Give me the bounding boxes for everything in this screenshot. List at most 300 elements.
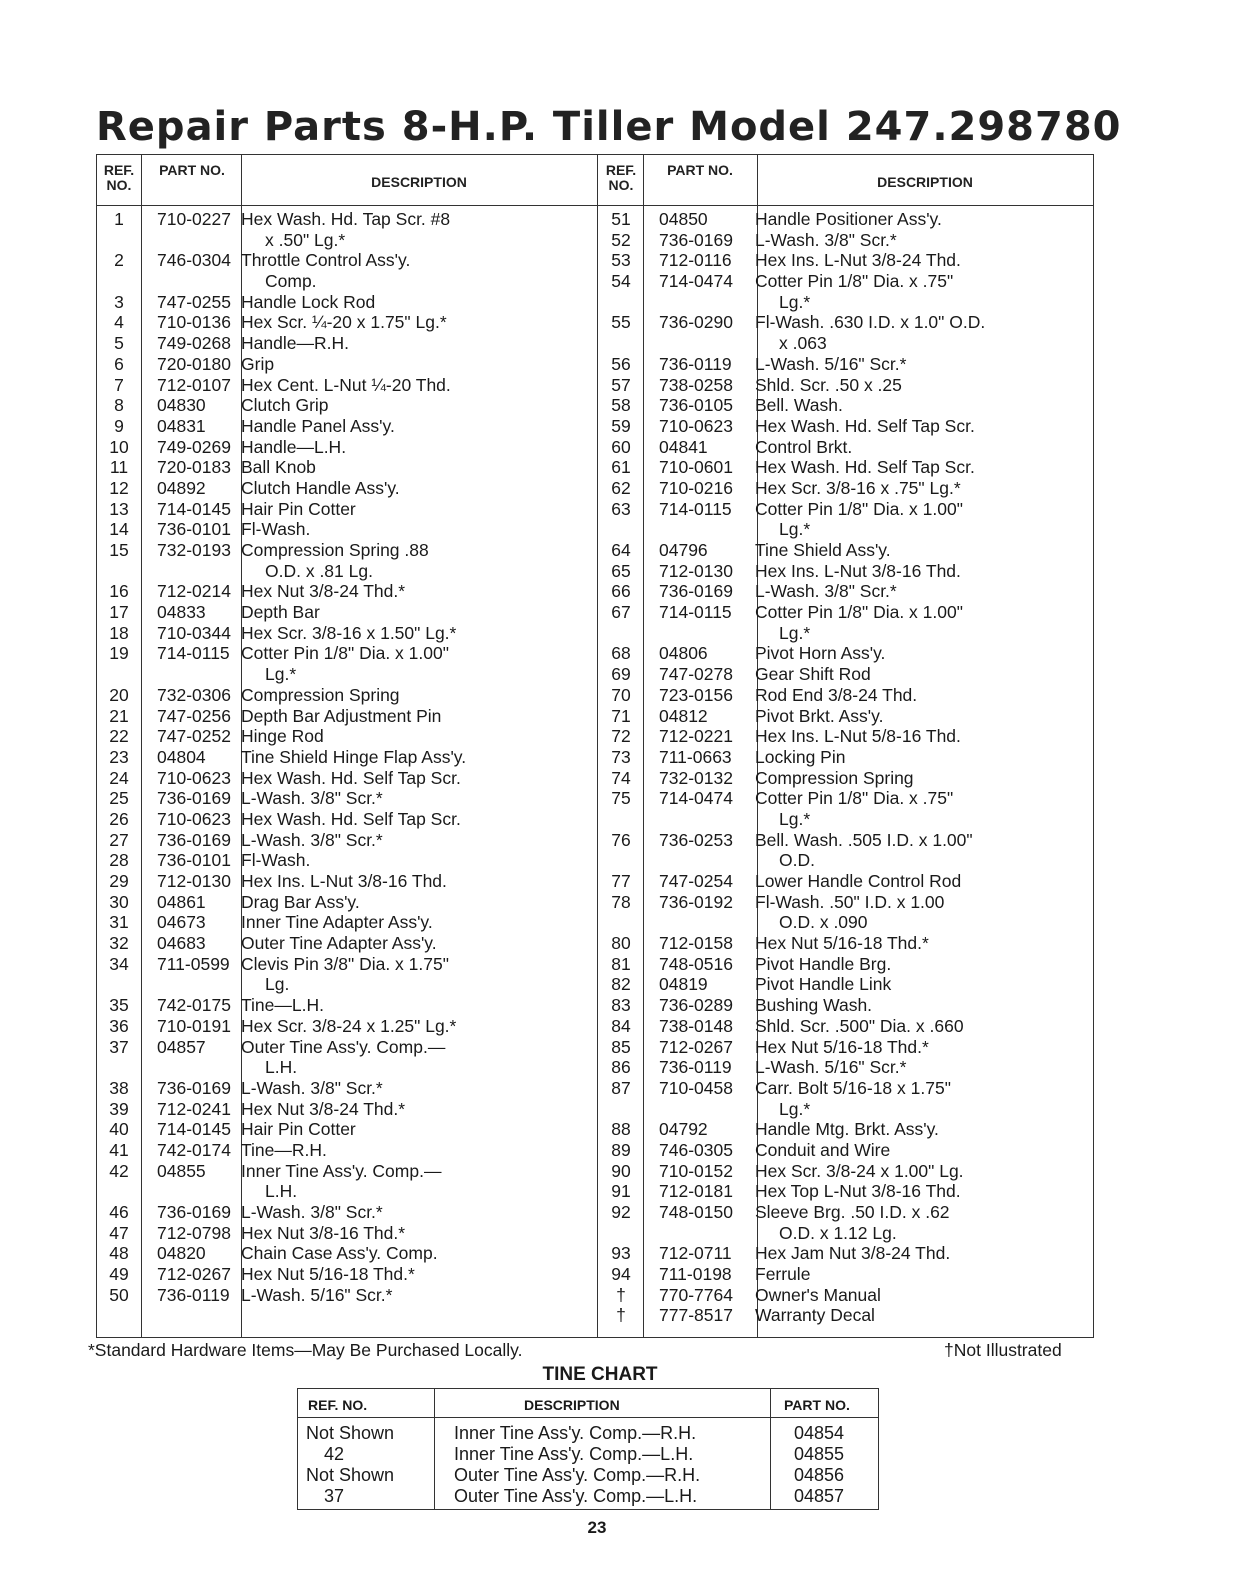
ref-no: 72 — [611, 726, 631, 747]
description: Ferrule — [755, 1264, 811, 1285]
table-row — [97, 1223, 466, 1244]
description: Inner Tine Adapter Ass'y. — [241, 912, 433, 933]
ref-no: 42 — [109, 1160, 129, 1181]
table-row — [599, 1243, 985, 1264]
ref-no: 70 — [611, 684, 631, 705]
table-row — [599, 1181, 985, 1202]
part-no: 710-0623 — [659, 415, 733, 436]
ref-no: 24 — [109, 767, 129, 788]
description: Sleeve Brg. .50 I.D. x .62 — [755, 1202, 950, 1222]
part-no: 712-0214 — [157, 581, 231, 602]
table-row — [97, 209, 466, 230]
part-no: 736-0119 — [157, 1284, 230, 1305]
description: Cotter Pin 1/8" Dia. x 1.00" — [755, 602, 963, 623]
ref-no: † — [616, 1305, 626, 1326]
description: Lg.* — [779, 291, 811, 312]
tine-chart-title: TINE CHART — [542, 1364, 658, 1385]
part-no: 712-0158 — [659, 933, 733, 954]
description: Hex Nut 5/16-18 Thd.* — [755, 1036, 929, 1057]
table-row — [599, 643, 985, 664]
part-no: 736-0169 — [157, 1202, 231, 1222]
part-no: 747-0278 — [659, 664, 733, 685]
tine-description: Outer Tine Ass'y. Comp.—R.H. — [454, 1465, 701, 1485]
part-no: 04804 — [157, 746, 206, 767]
description: Handle Positioner Ass'y. — [755, 209, 942, 229]
ref-no: 41 — [109, 1139, 129, 1160]
description: Grip — [241, 353, 275, 374]
description: Outer Tine Adapter Ass'y. — [241, 933, 437, 954]
table-row — [599, 685, 985, 706]
ref-no: 76 — [611, 829, 631, 850]
description: Outer Tine Ass'y. Comp.— — [241, 1036, 446, 1057]
page-number: 23 — [587, 1518, 607, 1537]
description: Warranty Decal — [755, 1305, 875, 1326]
table-row — [97, 457, 466, 478]
ref-no: 60 — [611, 436, 631, 457]
table-row — [97, 540, 466, 561]
table-row — [97, 499, 466, 520]
table-row — [599, 892, 985, 913]
description: Handle Mtg. Brkt. Ass'y. — [755, 1119, 939, 1140]
part-no: 723-0156 — [659, 684, 733, 705]
ref-no — [97, 974, 141, 995]
ref-no: 81 — [611, 953, 631, 974]
ref-no: 77 — [611, 871, 631, 891]
part-no — [643, 1099, 755, 1120]
description: L-Wash. 3/8" Scr.* — [241, 788, 383, 809]
description: Handle—R.H. — [241, 333, 349, 354]
ref-no: 67 — [611, 602, 631, 623]
description: Hex Nut 5/16-18 Thd.* — [241, 1264, 415, 1285]
part-no: 04792 — [659, 1119, 708, 1140]
ref-no — [599, 1099, 643, 1120]
part-no: 746-0304 — [157, 250, 231, 271]
part-no: 732-0193 — [157, 540, 231, 560]
tine-description: Outer Tine Ass'y. Comp.—L.H. — [454, 1486, 698, 1506]
ref-no: 11 — [109, 457, 129, 478]
part-no: 714-0115 — [659, 602, 732, 623]
ref-no: 69 — [611, 664, 631, 685]
table-row — [97, 478, 466, 499]
part-no — [141, 974, 241, 995]
part-no — [643, 333, 755, 354]
part-no: 710-0136 — [157, 312, 231, 333]
tine-description: Inner Tine Ass'y. Comp.—R.H. — [454, 1423, 697, 1443]
description: Pivot Brkt. Ass'y. — [755, 705, 884, 726]
ref-no: 35 — [109, 995, 129, 1016]
ref-no: 50 — [109, 1284, 129, 1305]
part-no: 736-0169 — [157, 1077, 231, 1098]
table-row — [97, 1099, 466, 1120]
table-row — [599, 664, 985, 685]
ref-no: 52 — [611, 229, 631, 250]
table-row — [97, 292, 466, 313]
ref-no: 57 — [611, 374, 631, 395]
description: Hex Top L-Nut 3/8-16 Thd. — [755, 1181, 961, 1202]
description: Chain Case Ass'y. Comp. — [241, 1243, 438, 1264]
part-no: 04841 — [659, 436, 708, 457]
part-no: 712-0711 — [659, 1243, 732, 1264]
table-row — [599, 416, 985, 437]
standard-hardware-note: *Standard Hardware Items—May Be Purchased Locally. — [88, 1340, 523, 1360]
ref-no — [599, 333, 643, 354]
description: L-Wash. 5/16" Scr.* — [755, 353, 907, 374]
description: Comp. — [265, 271, 317, 292]
ref-no: 46 — [109, 1202, 129, 1222]
ref-no: 40 — [109, 1119, 129, 1140]
part-no: 710-0623 — [157, 767, 231, 788]
table-row — [97, 871, 466, 892]
description: Pivot Handle Brg. — [755, 953, 892, 974]
ref-no: 8 — [114, 395, 124, 416]
part-no: 710-0623 — [157, 808, 231, 829]
table-row — [97, 1202, 466, 1223]
table-row — [599, 457, 985, 478]
not-illustrated-note: †Not Illustrated — [944, 1340, 1062, 1360]
description: Cotter Pin 1/8" Dia. x .75" — [755, 271, 954, 292]
description: O.D. x .090 — [779, 912, 868, 933]
description: Compression Spring .88 — [241, 540, 429, 560]
ref-no — [97, 664, 141, 685]
description: Cotter Pin 1/8" Dia. x 1.00" — [755, 498, 963, 519]
tine-header-desc: DESCRIPTION — [524, 1397, 620, 1413]
part-no: 04812 — [659, 705, 708, 726]
description: Owner's Manual — [755, 1284, 881, 1305]
parts-table — [96, 154, 1094, 1338]
description: Hinge Rod — [241, 726, 324, 747]
table-row — [599, 354, 985, 375]
ref-no: 48 — [109, 1243, 129, 1264]
ref-no — [599, 912, 643, 933]
part-no: 732-0132 — [659, 767, 733, 788]
description: O.D. x 1.12 Lg. — [779, 1222, 897, 1243]
ref-no — [97, 271, 141, 292]
ref-no: 83 — [611, 995, 631, 1016]
part-no — [141, 1057, 241, 1078]
table-row — [599, 830, 985, 851]
table-row — [599, 1099, 985, 1120]
ref-no — [97, 230, 141, 251]
table-row — [599, 519, 985, 540]
description: Handle Lock Rod — [241, 291, 376, 312]
table-row — [97, 333, 466, 354]
ref-no: 51 — [611, 209, 631, 229]
table-row — [97, 1119, 466, 1140]
ref-no: 65 — [611, 560, 631, 581]
part-no: 736-0290 — [659, 312, 733, 333]
part-no: 712-0241 — [157, 1098, 231, 1119]
ref-no: 89 — [611, 1139, 631, 1160]
table-row — [97, 271, 466, 292]
ref-no: 23 — [109, 746, 129, 767]
ref-no — [97, 1057, 141, 1078]
part-no — [643, 623, 755, 644]
description: Depth Bar — [241, 602, 320, 623]
tine-ref-no: Not Shown — [306, 1465, 395, 1485]
table-row — [97, 602, 466, 623]
table-row — [599, 788, 985, 809]
table-row — [599, 1305, 985, 1326]
description: Hex Ins. L-Nut 3/8-16 Thd. — [241, 871, 447, 891]
part-no: 748-0516 — [659, 953, 733, 974]
ref-no: 20 — [109, 684, 129, 705]
ref-no: 12 — [109, 477, 129, 498]
table-row — [599, 912, 985, 933]
part-no: 04683 — [157, 933, 206, 954]
ref-no — [97, 561, 141, 582]
ref-no: 1 — [114, 209, 124, 229]
ref-no — [599, 519, 643, 540]
table-row — [599, 1264, 985, 1285]
table-row — [599, 850, 985, 871]
part-no: 747-0256 — [157, 705, 231, 726]
description: Clutch Grip — [241, 395, 329, 416]
ref-no: 94 — [611, 1264, 631, 1285]
part-no: 746-0305 — [659, 1139, 733, 1160]
part-no: 712-0130 — [659, 560, 733, 581]
part-no: 749-0268 — [157, 333, 231, 354]
tine-part-no: 04855 — [794, 1444, 845, 1464]
description: L-Wash. 5/16" Scr.* — [755, 1057, 907, 1078]
part-no — [141, 1181, 241, 1202]
part-no: 748-0150 — [659, 1202, 733, 1222]
description: L-Wash. 5/16" Scr.* — [241, 1284, 393, 1305]
ref-no: 71 — [611, 705, 631, 726]
tine-row — [298, 1465, 878, 1486]
table-row — [599, 602, 985, 623]
ref-no: 86 — [611, 1057, 631, 1078]
ref-no: 68 — [611, 643, 631, 664]
table-row — [599, 395, 985, 416]
table-row — [599, 209, 985, 230]
ref-no: 92 — [611, 1202, 631, 1222]
ref-no: 34 — [109, 953, 129, 974]
ref-no: 39 — [109, 1098, 129, 1119]
ref-no: 88 — [611, 1119, 631, 1140]
table-row — [599, 375, 985, 396]
description: Cotter Pin 1/8" Dia. x 1.00" — [241, 643, 449, 664]
ref-no: 56 — [611, 353, 631, 374]
description: Hex Wash. Hd. Self Tap Scr. — [241, 767, 461, 788]
table-row — [97, 519, 466, 540]
description: Fl-Wash. — [241, 850, 311, 871]
header-desc-right: DESCRIPTION — [877, 174, 973, 190]
description: Locking Pin — [755, 746, 846, 767]
part-no: 736-0289 — [659, 995, 733, 1016]
ref-no: 6 — [114, 353, 124, 374]
table-row — [599, 933, 985, 954]
part-no — [643, 1223, 755, 1244]
ref-no: 53 — [611, 250, 631, 271]
table-row — [97, 664, 466, 685]
part-no: 714-0145 — [157, 1119, 231, 1140]
description: Pivot Handle Link — [755, 974, 892, 995]
ref-no: 19 — [109, 643, 129, 664]
ref-no — [599, 850, 643, 871]
ref-no — [599, 1223, 643, 1244]
part-no: 710-0601 — [659, 457, 733, 478]
part-no: 736-0169 — [157, 788, 231, 809]
ref-no: 17 — [109, 602, 129, 623]
description: Tine—R.H. — [241, 1139, 327, 1160]
table-row — [97, 788, 466, 809]
part-no: 04806 — [659, 643, 708, 664]
ref-no: 7 — [114, 374, 124, 395]
ref-no: 21 — [109, 705, 129, 726]
table-row — [599, 1119, 985, 1140]
description: Conduit and Wire — [755, 1139, 891, 1160]
part-no: 736-0101 — [157, 850, 231, 871]
description: Hex Nut 3/8-24 Thd.* — [241, 1098, 406, 1119]
column-divider — [597, 155, 598, 1337]
ref-no: 54 — [611, 271, 631, 292]
part-no: 714-0474 — [659, 788, 733, 809]
description: Hex Jam Nut 3/8-24 Thd. — [755, 1243, 951, 1264]
part-no: 712-0267 — [659, 1036, 733, 1057]
part-no: 710-0344 — [157, 622, 231, 643]
part-no: 711-0663 — [659, 746, 732, 767]
ref-no: 63 — [611, 498, 631, 519]
tine-part-no: 04856 — [794, 1465, 845, 1485]
part-no: 712-0221 — [659, 726, 733, 747]
description: Hex Wash. Hd. Self Tap Scr. — [755, 457, 975, 478]
description: L-Wash. 3/8" Scr.* — [755, 229, 897, 250]
table-row — [97, 581, 466, 602]
description: Hex Scr. 3/8-24 x 1.00" Lg. — [755, 1160, 964, 1181]
description: L-Wash. 3/8" Scr.* — [241, 829, 383, 850]
ref-no: 3 — [114, 291, 124, 312]
description: Fl-Wash. .630 I.D. x 1.0" O.D. — [755, 312, 986, 333]
part-no: 712-0267 — [157, 1264, 231, 1285]
description: Hex Ins. L-Nut 3/8-24 Thd. — [755, 250, 961, 271]
description: Hex Wash. Hd. Tap Scr. #8 — [241, 209, 451, 229]
part-no — [643, 519, 755, 540]
ref-no: 22 — [109, 726, 129, 747]
table-row — [599, 706, 985, 727]
description: Hex Scr. 3/8-16 x 1.50" Lg.* — [241, 622, 457, 643]
table-row — [599, 1078, 985, 1099]
part-no: 04892 — [157, 477, 206, 498]
description: Lg.* — [779, 622, 811, 643]
description: Hex Scr. 3/8-24 x 1.25" Lg.* — [241, 1015, 457, 1036]
part-no — [643, 912, 755, 933]
description: Lg. — [265, 974, 290, 995]
description: Pivot Horn Ass'y. — [755, 643, 886, 664]
table-row — [97, 1181, 466, 1202]
part-no: 710-0458 — [659, 1077, 733, 1098]
ref-no: 61 — [611, 457, 631, 478]
ref-no: 73 — [611, 746, 631, 767]
table-row — [599, 954, 985, 975]
table-row — [97, 230, 466, 251]
ref-no: 28 — [109, 850, 129, 871]
tine-ref-no: 42 — [324, 1444, 345, 1464]
part-no: 710-0191 — [157, 1015, 231, 1036]
description: Hex Ins. L-Nut 5/8-16 Thd. — [755, 726, 961, 747]
part-no: 04796 — [659, 540, 708, 560]
table-row — [599, 768, 985, 789]
table-row — [599, 1016, 985, 1037]
table-row — [599, 1140, 985, 1161]
part-no: 712-0181 — [659, 1181, 733, 1202]
ref-no: 75 — [611, 788, 631, 809]
part-no — [643, 292, 755, 313]
ref-no: 59 — [611, 415, 631, 436]
table-row — [97, 933, 466, 954]
table-row — [599, 1037, 985, 1058]
description: Tine Shield Ass'y. — [755, 540, 891, 560]
tine-part-no: 04857 — [794, 1486, 845, 1506]
table-row — [97, 643, 466, 664]
description: Bell. Wash. — [755, 395, 843, 416]
table-row — [97, 623, 466, 644]
table-row — [599, 1057, 985, 1078]
description: Control Brkt. — [755, 436, 853, 457]
ref-no: 47 — [109, 1222, 129, 1243]
description: Cotter Pin 1/8" Dia. x .75" — [755, 788, 954, 809]
description: Lg.* — [779, 519, 811, 540]
table-row — [97, 1057, 466, 1078]
description: x .50" Lg.* — [265, 229, 346, 250]
ref-no: 5 — [114, 333, 124, 354]
table-row — [599, 995, 985, 1016]
page-title: Repair Parts 8-H.P. Tiller Model 247.298780 — [96, 104, 1122, 150]
part-no: 04820 — [157, 1243, 206, 1264]
part-no: 710-0227 — [157, 209, 231, 229]
description: Lg.* — [779, 1098, 811, 1119]
part-no: 712-0798 — [157, 1222, 231, 1243]
table-row — [97, 912, 466, 933]
description: Hex Scr. 3/8-16 x .75" Lg.* — [755, 477, 961, 498]
table-row — [97, 395, 466, 416]
ref-no: 9 — [114, 415, 124, 436]
table-row — [97, 1161, 466, 1182]
table-row — [97, 830, 466, 851]
tine-header-ref: REF. NO. — [308, 1397, 368, 1413]
ref-no: 2 — [114, 250, 124, 271]
table-row — [599, 271, 985, 292]
part-no: 770-7764 — [659, 1284, 733, 1305]
part-no — [141, 664, 241, 685]
ref-no — [599, 623, 643, 644]
table-row — [97, 354, 466, 375]
description: Clutch Handle Ass'y. — [241, 477, 400, 498]
description: Handle Panel Ass'y. — [241, 415, 395, 436]
table-row — [599, 499, 985, 520]
part-no — [643, 809, 755, 830]
part-no: 736-0119 — [659, 1057, 732, 1078]
table-row — [599, 726, 985, 747]
ref-no: 32 — [109, 933, 129, 954]
table-row — [97, 416, 466, 437]
part-no: 736-0169 — [659, 581, 733, 602]
table-row — [97, 1140, 466, 1161]
part-no: 736-0169 — [659, 229, 733, 250]
part-no: 732-0306 — [157, 684, 231, 705]
table-row — [97, 561, 466, 582]
description: Compression Spring — [755, 767, 914, 788]
part-no — [141, 230, 241, 251]
description: Carr. Bolt 5/16-18 x 1.75" — [755, 1077, 951, 1098]
ref-no: 27 — [109, 829, 129, 850]
part-no: 04819 — [659, 974, 708, 995]
description: O.D. x .81 Lg. — [265, 560, 373, 581]
tine-ref-no: 37 — [324, 1486, 345, 1506]
part-no: 736-0253 — [659, 829, 733, 850]
table-row — [97, 892, 466, 913]
part-no: 04855 — [157, 1160, 206, 1181]
description: Lg.* — [265, 664, 297, 685]
